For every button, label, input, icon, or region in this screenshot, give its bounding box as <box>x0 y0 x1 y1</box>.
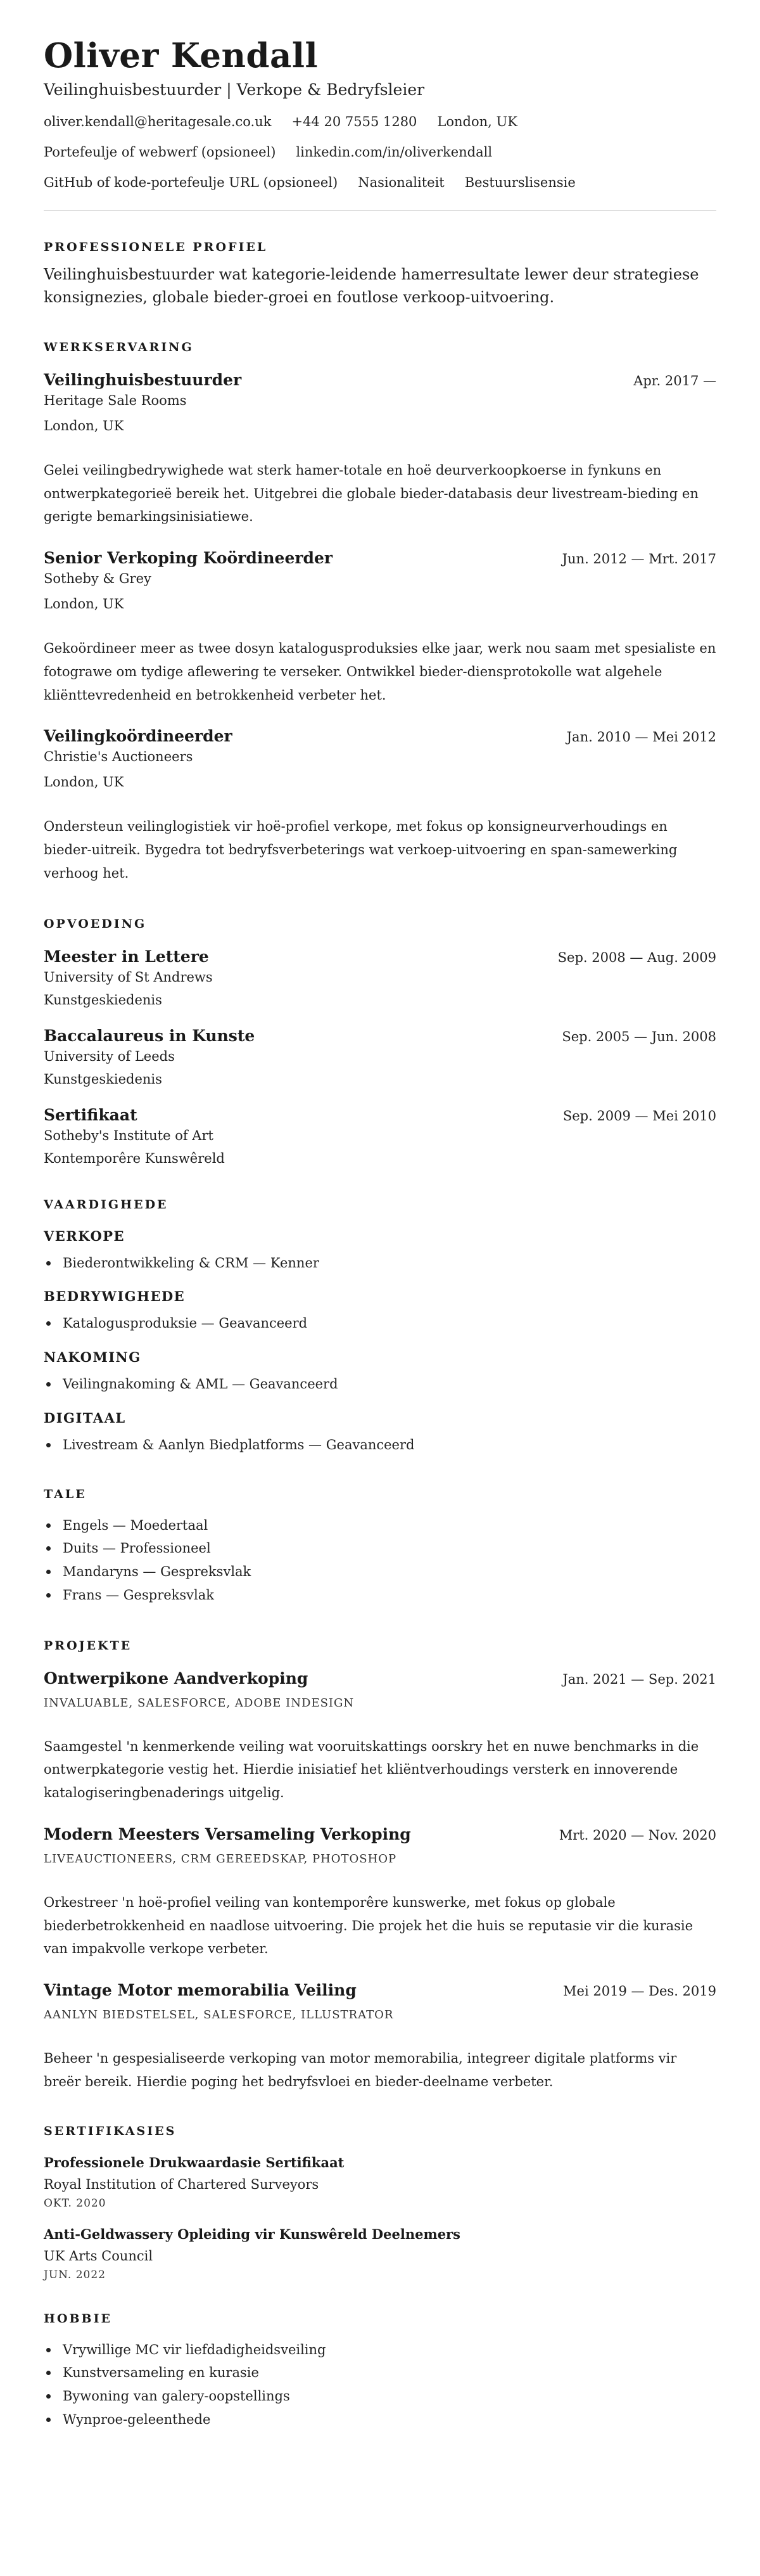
education-field: Kunstgeskiedenis <box>44 992 162 1008</box>
hobby-item: Wynproe-geleenthede <box>44 2408 716 2432</box>
project-name: Modern Meesters Versameling Verkoping <box>44 1824 411 1843</box>
certification-issuer: Royal Institution of Chartered Surveyors <box>44 2176 319 2192</box>
header-divider <box>44 210 716 211</box>
section-title: PROFESSIONELE PROFIEL <box>44 240 268 254</box>
hobby-item: Bywoning van galery-oopstellings <box>44 2385 716 2408</box>
education-dates: Sep. 2005 — Jun. 2008 <box>562 1028 716 1044</box>
education-school: University of St Andrews <box>44 969 213 985</box>
certifications-section <box>44 2124 716 2281</box>
experience-section <box>44 340 716 885</box>
education-entry <box>44 1106 716 1166</box>
education-school: University of Leeds <box>44 1048 175 1064</box>
education-section <box>44 917 716 1166</box>
skill-category: BEDRYWIGHEDE <box>44 1288 186 1305</box>
job-company: Sotheby & Grey <box>44 571 151 587</box>
job-dates: Jun. 2012 — Mrt. 2017 <box>562 551 716 567</box>
profile-summary: Veilinghuisbestuurder wat kategorie-leidende hamerresultate lewer deur strategiese konsignezies, globale bieder-groei en foutlose verkoop-uitvoering. <box>44 265 699 306</box>
project-name: Vintage Motor memorabilia Veiling <box>44 1981 357 2000</box>
education-dates: Sep. 2009 — Mei 2010 <box>562 1108 716 1124</box>
degree-title: Meester in Lettere <box>44 947 209 966</box>
certification-date: JUN. 2022 <box>44 2268 106 2281</box>
job-title: Veilinghuisbestuurder <box>44 370 242 389</box>
skill-group <box>44 1410 716 1457</box>
language-item: Mandaryns — Gespreksvlak <box>44 1560 716 1584</box>
section-title: HOBBIE <box>44 2311 112 2326</box>
contact-location: London, UK <box>437 113 517 129</box>
project-description: Orkestreer 'n hoë-profiel veiling van kontemporêre kunswerke, met fokus op globale biederbetrokkenheid en naadlose uitvoering. Die projek het die huis se reputasie vir die kurasie van impakvolle verkope verbeter. <box>44 1894 694 1957</box>
skill-group <box>44 1228 716 1275</box>
project-dates: Jan. 2021 — Sep. 2021 <box>562 1671 716 1687</box>
contact-nationality: Nasionaliteit <box>358 174 445 190</box>
education-dates: Sep. 2008 — Aug. 2009 <box>557 949 716 965</box>
project-description: Beheer 'n gespesialiseerde verkoping van motor memorabilia, integreer digitale platforms vir breër bereik. Hierdie poging het bedryfsvloei en bieder-deelname verbeter. <box>44 2051 677 2089</box>
job-dates: Apr. 2017 — <box>633 373 716 388</box>
contact-portfolio[interactable]: Portefeulje of webwerf (opsioneel) <box>44 144 276 160</box>
project-entry <box>44 1669 716 1805</box>
job-dates: Jan. 2010 — Mei 2012 <box>566 729 716 745</box>
contact-license: Bestuurslisensie <box>464 174 576 190</box>
section-title: SERTIFIKASIES <box>44 2124 177 2138</box>
skill-category: VERKOPE <box>44 1227 125 1244</box>
contact-row <box>44 114 716 129</box>
skill-item: Biederontwikkeling & CRM — Kenner <box>44 1252 716 1275</box>
certification-name: Professionele Drukwaardasie Sertifikaat <box>44 2154 345 2170</box>
certification-name: Anti-Geldwassery Opleiding vir Kunswêreld Deelnemers <box>44 2226 460 2242</box>
contact-linkedin[interactable]: linkedin.com/in/oliverkendall <box>296 144 493 160</box>
candidate-name: Oliver Kendall <box>44 36 319 75</box>
project-tech: INVALUABLE, SALESFORCE, ADOBE INDESIGN <box>44 1696 355 1710</box>
experience-entry <box>44 549 716 707</box>
education-entry <box>44 947 716 1008</box>
projects-section <box>44 1639 716 2094</box>
job-title: Senior Verkoping Koördineerder <box>44 549 333 568</box>
project-name: Ontwerpikone Aandverkoping <box>44 1669 308 1688</box>
language-item: Frans — Gespreksvlak <box>44 1584 716 1607</box>
skill-item: Livestream & Aanlyn Biedplatforms — Geavanceerd <box>44 1433 716 1457</box>
skill-category: NAKOMING <box>44 1349 141 1366</box>
project-entry <box>44 1981 716 2094</box>
section-title: WERKSERVARING <box>44 340 194 354</box>
contact-github[interactable]: GitHub of kode-portefeulje URL (opsioneel) <box>44 174 338 190</box>
certification-issuer: UK Arts Council <box>44 2248 153 2264</box>
contact-email[interactable]: oliver.kendall@heritagesale.co.uk <box>44 113 272 129</box>
project-dates: Mrt. 2020 — Nov. 2020 <box>559 1827 716 1843</box>
project-description: Saamgestel 'n kenmerkende veiling wat vooruitskattings oorskry het en nuwe benchmarks in die ontwerpkategorie vestig het. Hierdie inisiatief het kliëntverhoudings versterk en innoverende katalogiseringbenaderings uitgelig. <box>44 1738 699 1801</box>
education-field: Kunstgeskiedenis <box>44 1071 162 1087</box>
section-title: OPVOEDING <box>44 916 147 931</box>
languages-section <box>44 1487 716 1607</box>
education-school: Sotheby's Institute of Art <box>44 1127 213 1143</box>
job-description: Ondersteun veilinglogistiek vir hoë-profiel verkope, met fokus op konsigneurverhoudings en bieder-uitreik. Bygedra tot bedryfsverbeterings wat verkoep-uitvoering en span-samewerking verhoog het. <box>44 819 678 881</box>
hobbies-section <box>44 2312 716 2432</box>
candidate-headline: Veilinghuisbestuurder | Verkope & Bedryfsleier <box>44 80 425 99</box>
certification-date: OKT. 2020 <box>44 2196 106 2210</box>
contact-row <box>44 144 716 160</box>
section-title: PROJEKTE <box>44 1638 132 1653</box>
resume-header <box>44 37 716 190</box>
experience-entry <box>44 727 716 885</box>
education-entry <box>44 1027 716 1087</box>
contact-row <box>44 175 716 190</box>
language-item: Engels — Moedertaal <box>44 1514 716 1537</box>
job-description: Gekoördineer meer as twee dosyn katalogusproduksies elke jaar, werk nou saam met spesialiste en fotograwe om tydige aflewering te verseker. Ontwikkel bieder-diensprotokolle wat algehele kliënttevredenheid en betrokkenheid verbeter het. <box>44 641 716 703</box>
certification-entry <box>44 2155 716 2210</box>
job-location: London, UK <box>44 418 124 433</box>
skill-item: Veilingnakoming & AML — Geavanceerd <box>44 1373 716 1396</box>
job-location: London, UK <box>44 774 124 790</box>
job-description: Gelei veilingbedrywighede wat sterk hamer-totale en hoë deurverkoopkoerse in fynkuns en ontwerpkategorieë bereik het. Uitgebrei die globale bieder-databasis deur livestream-bieding en gerigte bemarkingsinisiatiewe. <box>44 462 699 525</box>
project-dates: Mei 2019 — Des. 2019 <box>563 1983 716 1999</box>
job-title: Veilingkoördineerder <box>44 727 232 746</box>
section-title: TALE <box>44 1487 87 1501</box>
profile-section <box>44 240 716 309</box>
project-entry <box>44 1825 716 1961</box>
skills-section <box>44 1198 716 1457</box>
degree-title: Baccalaureus in Kunste <box>44 1026 255 1045</box>
education-field: Kontemporêre Kunswêreld <box>44 1150 225 1166</box>
skill-group <box>44 1288 716 1335</box>
degree-title: Sertifikaat <box>44 1105 137 1124</box>
job-company: Heritage Sale Rooms <box>44 392 187 408</box>
skill-group <box>44 1349 716 1396</box>
section-title: VAARDIGHEDE <box>44 1197 168 1212</box>
skill-category: DIGITAAL <box>44 1409 126 1426</box>
contact-phone[interactable]: +44 20 7555 1280 <box>291 113 417 129</box>
job-location: London, UK <box>44 596 124 612</box>
hobby-item: Kunstversameling en kurasie <box>44 2361 716 2385</box>
project-tech: AANLYN BIEDSTELSEL, SALESFORCE, ILLUSTRATOR <box>44 2008 394 2022</box>
certification-entry <box>44 2226 716 2281</box>
project-tech: LIVEAUCTIONEERS, CRM GEREEDSKAP, PHOTOSHOP <box>44 1852 397 1866</box>
job-company: Christie's Auctioneers <box>44 749 193 765</box>
experience-entry <box>44 371 716 529</box>
hobby-item: Vrywillige MC vir liefdadigheidsveiling <box>44 2338 716 2362</box>
skill-item: Katalogusproduksie — Geavanceerd <box>44 1312 716 1335</box>
language-item: Duits — Professioneel <box>44 1537 716 1560</box>
